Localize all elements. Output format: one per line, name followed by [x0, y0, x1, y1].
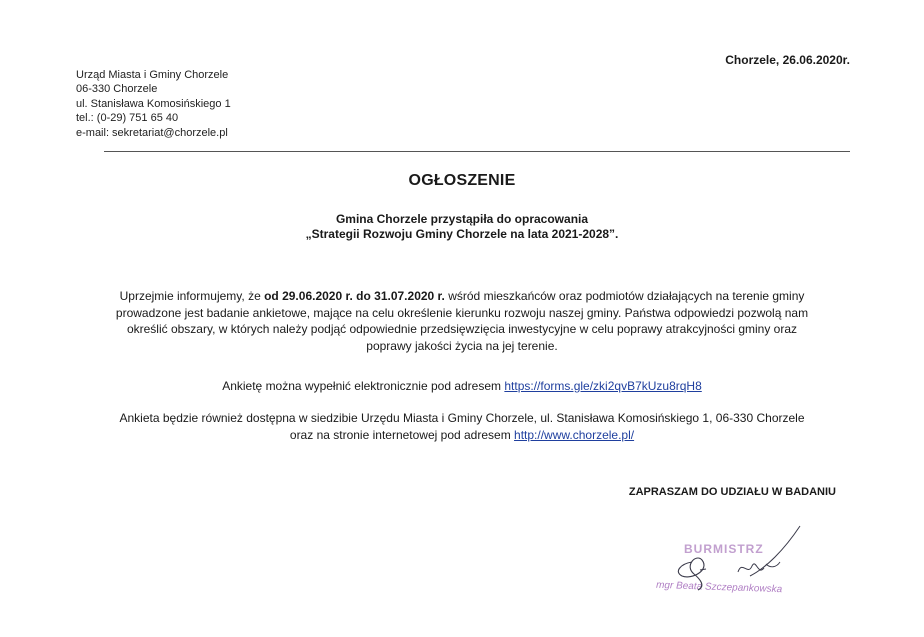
- handwritten-signature: [640, 520, 830, 615]
- website-text: oraz na stronie internetowej pod adresem: [289, 427, 515, 442]
- stamp-name: mgr Beata Szczepankowska: [655, 579, 783, 596]
- sender-street: ul. Stanisława Komosińskiego 1: [76, 97, 231, 110]
- municipality-website-link[interactable]: http://www.chorzele.pl/: [514, 427, 635, 442]
- sender-address-block: [76, 68, 231, 140]
- subtitle-line-2: „Strategii Rozwoju Gminy Chorzele na lata 2021-2028”.: [305, 227, 619, 241]
- sender-email: e-mail: sekretariat@chorzele.pl: [76, 126, 228, 139]
- paragraph-line-4: poprawy jakości życia na jej terenie.: [366, 338, 558, 353]
- paragraph-intro: Uprzejmie informujemy, że: [119, 289, 265, 303]
- survey-form-link[interactable]: https://forms.gle/zki2qvB7kUzu8rqH8: [504, 379, 702, 393]
- sender-office-name: Urząd Miasta i Gminy Chorzele: [76, 69, 229, 81]
- sender-postal-code: 06-330 Chorzele: [76, 83, 158, 96]
- office-survey-line-2: [60, 427, 864, 444]
- office-survey-line-1: Ankieta będzie również dostępna w siedzibie Urzędu Miasta i Gminy Chorzele, ul. Stanisława Komosińskiego 1, 06-330 Chorzele: [119, 411, 805, 425]
- sender-phone: tel.: (0-29) 751 65 40: [76, 112, 179, 125]
- paragraph-line-1: [60, 288, 864, 305]
- survey-date-range: od 29.06.2020 r. do 31.07.2020 r.: [264, 289, 445, 303]
- survey-info-paragraph: [60, 288, 864, 354]
- header-divider: [104, 151, 850, 152]
- office-survey-paragraph: [60, 410, 864, 443]
- paragraph-line-2: prowadzone jest badanie ankietowe, mające na celu określenie kierunku rozwoju naszej gminy. Państwa odpowiedzi pozwolą nam: [115, 305, 809, 320]
- online-survey-paragraph: [60, 378, 864, 395]
- invitation-text: ZAPRASZAM DO UDZIAŁU W BADANIU: [628, 486, 836, 498]
- stamp-title: BURMISTRZ: [684, 542, 764, 556]
- document-date: Chorzele, 26.06.2020r.: [725, 53, 850, 67]
- announcement-subtitle: [0, 212, 924, 242]
- online-survey-text: Ankietę można wypełnić elektronicznie pod adresem: [222, 379, 505, 393]
- mayor-signature-stamp: [640, 520, 830, 615]
- subtitle-line-1: Gmina Chorzele przystąpiła do opracowania: [335, 212, 589, 226]
- paragraph-line-3: określić obszary, w których należy podjąć odpowiednie przedsięwzięcia inwestycyjne w celu poprawy atrakcyjności gminy oraz: [126, 322, 798, 336]
- announcement-title: OGŁOSZENIE: [408, 172, 516, 189]
- paragraph-line-1-rest: wśród mieszkańców oraz podmiotów działających na terenie gminy: [444, 289, 805, 303]
